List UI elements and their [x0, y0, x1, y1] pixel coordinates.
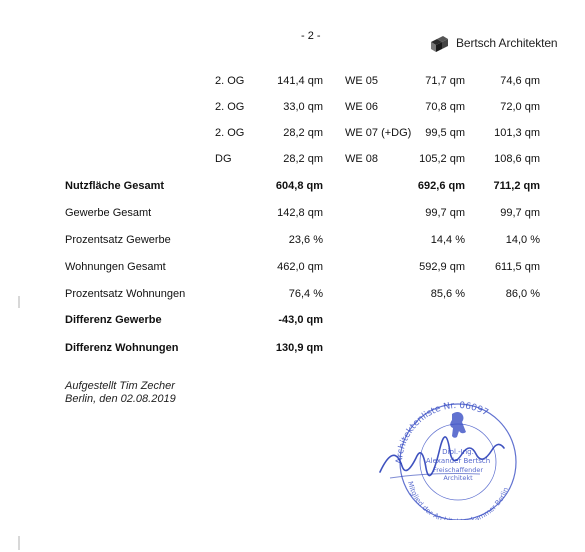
value-2-cell: 72,0 qm	[500, 101, 540, 113]
table-row	[0, 75, 585, 91]
place-date: Berlin, den 02.08.2019	[65, 393, 176, 405]
value-2-cell: 108,6 qm	[494, 153, 540, 165]
bertsch-logo-icon	[431, 34, 453, 52]
summary-label: Differenz Wohnungen	[65, 342, 179, 354]
unit-cell: WE 05	[345, 75, 379, 87]
company-logo	[431, 34, 557, 52]
stamp-title: Dipl.-Ing.	[442, 448, 474, 456]
summary-area: 130,9 qm	[275, 342, 323, 354]
table-row	[0, 127, 585, 143]
unit-cell: WE 07 (+DG)	[345, 127, 412, 139]
summary-area: 142,8 qm	[277, 207, 323, 219]
value-2-cell: 74,6 qm	[500, 75, 540, 87]
summary-row-differenz-wohnungen	[0, 342, 585, 358]
summary-value-1: 592,9 qm	[419, 261, 465, 273]
summary-value-2: 99,7 qm	[500, 207, 540, 219]
unit-cell: WE 06	[345, 101, 379, 113]
summary-area: 462,0 qm	[277, 261, 323, 273]
svg-text:Architektenliste Nr. 06097: Architektenliste Nr. 06097	[394, 400, 490, 465]
summary-value-1: 14,4 %	[430, 234, 465, 246]
value-2-cell: 101,3 qm	[494, 127, 540, 139]
stamp-seal-icon	[372, 392, 532, 520]
summary-area: 76,4 %	[288, 288, 323, 300]
summary-row-differenz-gewerbe	[0, 314, 585, 330]
summary-value-1: 692,6 qm	[417, 180, 465, 192]
summary-row-wohnungen-gesamt	[0, 261, 585, 277]
summary-area: 604,8 qm	[275, 180, 323, 192]
table-row	[0, 153, 585, 169]
value-1-cell: 105,2 qm	[419, 153, 465, 165]
scan-artifact	[18, 536, 20, 550]
svg-text:Mitglied der Architektenkammer: Mitglied der Arc kammer Berlin	[405, 480, 511, 520]
stamp-role: Freischaffender	[432, 466, 484, 474]
signature-block	[65, 380, 176, 406]
floor-cell: DG	[215, 153, 232, 165]
area-cell: 141,4 qm	[277, 75, 323, 87]
floor-cell: 2. OG	[215, 75, 245, 87]
summary-row-nutzflaeche-gesamt	[0, 180, 585, 196]
summary-value-1: 85,6 %	[430, 288, 465, 300]
value-1-cell: 99,5 qm	[425, 127, 465, 139]
area-cell: 28,2 qm	[283, 127, 323, 139]
scan-artifact	[18, 296, 20, 308]
summary-row-prozentsatz-wohnungen	[0, 288, 585, 304]
summary-area: -43,0 qm	[278, 314, 323, 326]
page-number: - 2 -	[301, 30, 321, 42]
floor-cell: 2. OG	[215, 127, 245, 139]
summary-value-2: 86,0 %	[505, 288, 540, 300]
summary-value-1: 99,7 qm	[425, 207, 465, 219]
area-cell: 33,0 qm	[283, 101, 323, 113]
summary-label: Wohnungen Gesamt	[65, 261, 166, 273]
summary-label: Differenz Gewerbe	[65, 314, 162, 326]
summary-label: Prozentsatz Gewerbe	[65, 234, 171, 246]
summary-label: Prozentsatz Wohnungen	[65, 288, 186, 300]
floor-cell: 2. OG	[215, 101, 245, 113]
summary-value-2: 611,5 qm	[494, 261, 540, 273]
summary-value-2: 14,0 %	[505, 234, 540, 246]
architect-stamp	[372, 392, 532, 523]
table-row	[0, 101, 585, 117]
summary-value-2: 711,2 qm	[493, 180, 540, 192]
area-cell: 28,2 qm	[283, 153, 323, 165]
stamp-profession: Architekt	[443, 474, 473, 482]
value-1-cell: 71,7 qm	[425, 75, 465, 87]
summary-label: Gewerbe Gesamt	[65, 207, 152, 219]
unit-cell: WE 08	[345, 153, 379, 165]
prepared-by: Aufgestellt Tim Zecher	[65, 380, 175, 392]
summary-row-prozentsatz-gewerbe	[0, 234, 585, 250]
summary-row-gewerbe-gesamt	[0, 207, 585, 223]
value-1-cell: 70,8 qm	[425, 101, 465, 113]
logo-text: Bertsch Architekten	[456, 36, 558, 50]
summary-label: Nutzfläche Gesamt	[65, 180, 165, 192]
summary-area: 23,6 %	[288, 234, 323, 246]
stamp-name: Alexander Bertsch	[425, 457, 491, 465]
